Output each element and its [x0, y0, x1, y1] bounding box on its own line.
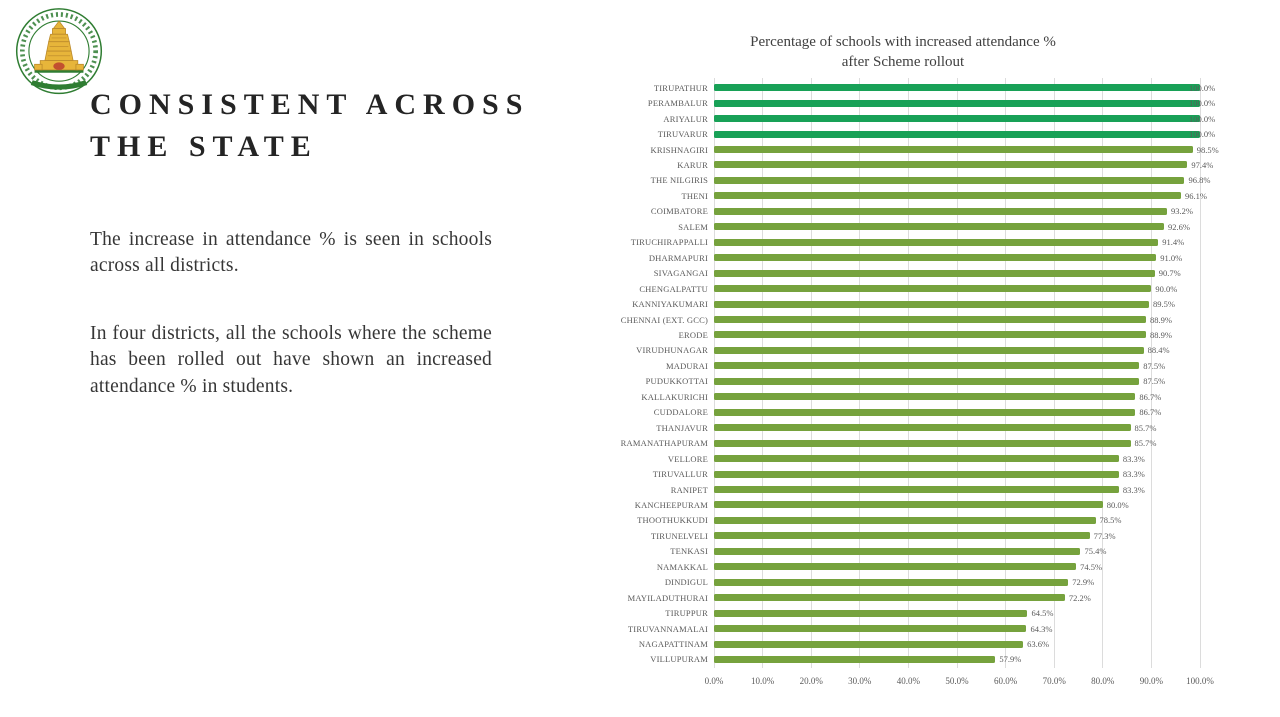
bar-track [714, 312, 1200, 327]
bar-track [714, 235, 1200, 250]
value-label: 88.9% [1150, 314, 1173, 325]
value-label: 100.0% [1189, 98, 1216, 109]
bar-track [714, 389, 1200, 404]
value-label: 83.3% [1122, 453, 1145, 464]
value-label: 85.7% [1134, 438, 1157, 449]
bar-track [714, 188, 1207, 203]
district-label: ARIYALUR [663, 113, 708, 124]
bar-row [560, 142, 1272, 157]
bar [714, 131, 1200, 138]
district-label: THE NILGIRIS [650, 175, 708, 186]
body-paragraph-1: The increase in attendance % is seen in schools across all districts. [90, 228, 492, 276]
district-label: THANJAVUR [656, 422, 708, 433]
bar-row [560, 652, 1272, 667]
district-label: RAMANATHAPURAM [620, 438, 708, 449]
bar-track [714, 435, 1200, 450]
bar-track [714, 544, 1200, 559]
district-label: KRISHNAGIRI [650, 144, 708, 155]
bar-track [714, 142, 1219, 157]
district-label: CUDDALORE [653, 407, 708, 418]
district-label: NAMAKKAL [656, 561, 708, 572]
bar-row [560, 513, 1272, 528]
value-label: 93.2% [1170, 206, 1193, 217]
bar-row [560, 482, 1272, 497]
bar-track [714, 281, 1200, 296]
bar [714, 378, 1139, 385]
bar-row [560, 559, 1272, 574]
x-tick-label: 30.0% [848, 676, 872, 686]
value-label: 86.7% [1139, 391, 1162, 402]
bar-row [560, 219, 1272, 234]
bar-track [714, 652, 1200, 667]
chart-title [655, 32, 1151, 72]
value-label: 87.5% [1143, 376, 1166, 387]
bar [714, 223, 1164, 230]
district-label: KANNIYAKUMARI [632, 299, 708, 310]
district-label: TIRUPPUR [665, 608, 708, 619]
bar-track [714, 204, 1200, 219]
bar [714, 579, 1068, 586]
bar-track [714, 296, 1200, 311]
bar-row [560, 296, 1272, 311]
value-label: 72.9% [1072, 577, 1095, 588]
value-label: 63.6% [1027, 639, 1050, 650]
value-label: 64.3% [1030, 623, 1053, 634]
value-label: 88.4% [1147, 345, 1170, 356]
bar-row [560, 95, 1272, 110]
bar [714, 501, 1103, 508]
bar-row [560, 621, 1272, 636]
bar-track [714, 621, 1200, 636]
district-label: RANIPET [670, 484, 708, 495]
bar-row [560, 327, 1272, 342]
value-label: 88.9% [1150, 329, 1173, 340]
bar-row [560, 126, 1272, 141]
bar [714, 409, 1135, 416]
value-label: 78.5% [1099, 515, 1122, 526]
page-title [90, 84, 590, 168]
value-label: 91.4% [1162, 237, 1185, 248]
chart-title-line-1: Percentage of schools with increased attendance % [750, 34, 1056, 50]
bar-row [560, 80, 1272, 95]
x-tick-label: 20.0% [799, 676, 823, 686]
bar [714, 471, 1119, 478]
bar [714, 362, 1139, 369]
bar-row [560, 590, 1272, 605]
bar-row [560, 374, 1272, 389]
bar [714, 331, 1146, 338]
bar-track [714, 80, 1216, 95]
bar [714, 532, 1090, 539]
page-title-line-2: THE STATE [90, 130, 318, 163]
district-label: PUDUKKOTTAI [645, 376, 708, 387]
value-label: 74.5% [1080, 561, 1103, 572]
bar-row [560, 636, 1272, 651]
bar-row [560, 343, 1272, 358]
district-label: TIRUVALLUR [652, 469, 708, 480]
bar-track [714, 405, 1200, 420]
bar [714, 347, 1144, 354]
value-label: 64.5% [1031, 608, 1054, 619]
value-label: 100.0% [1189, 113, 1216, 124]
bar-track [714, 451, 1200, 466]
value-label: 86.7% [1139, 407, 1162, 418]
value-label: 87.5% [1143, 360, 1166, 371]
district-label: THENI [681, 190, 708, 201]
bar-track [714, 126, 1216, 141]
district-label: KANCHEEPURAM [634, 499, 708, 510]
bar [714, 146, 1193, 153]
bar-track [714, 250, 1200, 265]
bar [714, 285, 1151, 292]
bar-row [560, 497, 1272, 512]
value-label: 77.3% [1093, 530, 1116, 541]
district-label: MADURAI [665, 360, 708, 371]
bar-row [560, 281, 1272, 296]
bar-row [560, 435, 1272, 450]
bar-row [560, 235, 1272, 250]
bar-track [714, 605, 1200, 620]
district-label: THOOTHUKKUDI [637, 515, 708, 526]
value-label: 96.8% [1188, 175, 1211, 186]
value-label: 85.7% [1134, 422, 1157, 433]
x-tick-label: 70.0% [1042, 676, 1066, 686]
bar-row [560, 188, 1272, 203]
bar [714, 455, 1119, 462]
bar-track [714, 343, 1200, 358]
district-label: TIRUCHIRAPPALLI [630, 237, 708, 248]
district-label: DHARMAPURI [648, 252, 708, 263]
page-title-line-1: CONSISTENT ACROSS [90, 88, 530, 121]
x-tick-label: 90.0% [1139, 676, 1164, 686]
bar-track [714, 466, 1200, 481]
district-label: TIRUVARUR [657, 129, 708, 140]
bar-track [714, 636, 1200, 651]
bar [714, 100, 1200, 107]
district-label: CHENGALPATTU [639, 283, 708, 294]
bar [714, 301, 1149, 308]
district-label: VIRUDHUNAGAR [636, 345, 708, 356]
district-label: TIRUNELVELI [650, 530, 708, 541]
bar [714, 594, 1065, 601]
bar [714, 563, 1076, 570]
x-tick-label: 100.0% [1186, 676, 1214, 686]
bar-track [714, 95, 1216, 110]
bar [714, 177, 1184, 184]
bar-row [560, 111, 1272, 126]
x-tick-label: 40.0% [896, 676, 921, 686]
bar-row [560, 544, 1272, 559]
bar [714, 517, 1096, 524]
bar-track [714, 374, 1200, 389]
district-label: ERODE [678, 329, 708, 340]
district-label: TIRUPATHUR [653, 82, 708, 93]
bar-row [560, 466, 1272, 481]
bar [714, 641, 1023, 648]
bar [714, 270, 1155, 277]
value-label: 83.3% [1122, 469, 1145, 480]
value-label: 80.0% [1106, 499, 1129, 510]
bar-track [714, 420, 1200, 435]
value-label: 100.0% [1189, 82, 1216, 93]
bar [714, 316, 1146, 323]
bar [714, 115, 1200, 122]
bar-rows [560, 80, 1272, 667]
bar-track [714, 157, 1214, 172]
value-label: 57.9% [999, 654, 1022, 665]
bar [714, 656, 995, 663]
value-label: 96.1% [1185, 190, 1207, 201]
value-label: 92.6% [1168, 221, 1190, 232]
district-label: VELLORE [667, 453, 708, 464]
x-tick-label: 10.0% [750, 676, 775, 686]
bar-row [560, 389, 1272, 404]
attendance-bar-chart [560, 28, 1272, 700]
x-axis [704, 676, 1214, 690]
bar-track [714, 497, 1200, 512]
value-label: 98.5% [1196, 144, 1219, 155]
bar-track [714, 327, 1200, 342]
district-label: KARUR [677, 159, 708, 170]
bar-row [560, 528, 1272, 543]
bar [714, 254, 1156, 261]
district-label: TENKASI [670, 546, 708, 557]
bar [714, 548, 1080, 555]
bar-track [714, 111, 1216, 126]
bar-row [560, 575, 1272, 590]
bar-row [560, 157, 1272, 172]
value-label: 91.0% [1160, 252, 1183, 263]
bar-row [560, 250, 1272, 265]
district-label: TIRUVANNAMALAI [627, 623, 708, 634]
bar-track [714, 528, 1200, 543]
district-label: NAGAPATTINAM [638, 639, 708, 650]
bar-row [560, 605, 1272, 620]
bar [714, 486, 1119, 493]
value-label: 83.3% [1122, 484, 1145, 495]
body-paragraph-2: In four districts, all the schools where the scheme has been rolled out have shown an increased attendance % in students. [90, 322, 492, 397]
value-label: 89.5% [1152, 299, 1175, 310]
value-label: 72.2% [1068, 592, 1091, 603]
value-label: 97.4% [1191, 159, 1214, 170]
bar-row [560, 265, 1272, 280]
bar-track [714, 482, 1200, 497]
bar [714, 625, 1026, 632]
district-label: COIMBATORE [650, 206, 708, 217]
value-label: 100.0% [1189, 129, 1216, 140]
bar-row [560, 420, 1272, 435]
bar-track [714, 173, 1211, 188]
bar-track [714, 559, 1200, 574]
district-label: KALLAKURICHI [641, 391, 708, 402]
bar-track [714, 513, 1200, 528]
value-label: 90.7% [1158, 268, 1181, 279]
bar [714, 393, 1135, 400]
x-tick-label: 0.0% [704, 676, 724, 686]
bar [714, 610, 1027, 617]
district-label: MAYILADUTHURAI [627, 592, 708, 603]
bar-row [560, 405, 1272, 420]
bar-row [560, 312, 1272, 327]
district-label: CHENNAI (EXT. GCC) [620, 314, 708, 325]
bar-track [714, 590, 1200, 605]
bar-row [560, 173, 1272, 188]
district-label: SALEM [678, 221, 708, 232]
bar [714, 208, 1167, 215]
bar [714, 440, 1131, 447]
bar-track [714, 219, 1200, 234]
district-label: PERAMBALUR [647, 98, 708, 109]
bar [714, 192, 1181, 199]
bar [714, 424, 1131, 431]
bar [714, 161, 1187, 168]
district-label: VILLUPURAM [650, 654, 708, 665]
value-label: 75.4% [1084, 546, 1107, 557]
chart-title-line-2: after Scheme rollout [841, 54, 965, 70]
bar-row [560, 358, 1272, 373]
bar-track [714, 358, 1200, 373]
bar-track [714, 575, 1200, 590]
x-tick-label: 80.0% [1091, 676, 1115, 686]
district-label: SIVAGANGAI [653, 268, 708, 279]
bar [714, 239, 1158, 246]
district-label: DINDIGUL [664, 577, 708, 588]
bar-row [560, 204, 1272, 219]
x-tick-label: 60.0% [993, 676, 1018, 686]
x-tick-label: 50.0% [945, 676, 969, 686]
bar [714, 84, 1200, 91]
bar-track [714, 265, 1200, 280]
bar-row [560, 451, 1272, 466]
value-label: 90.0% [1155, 283, 1178, 294]
